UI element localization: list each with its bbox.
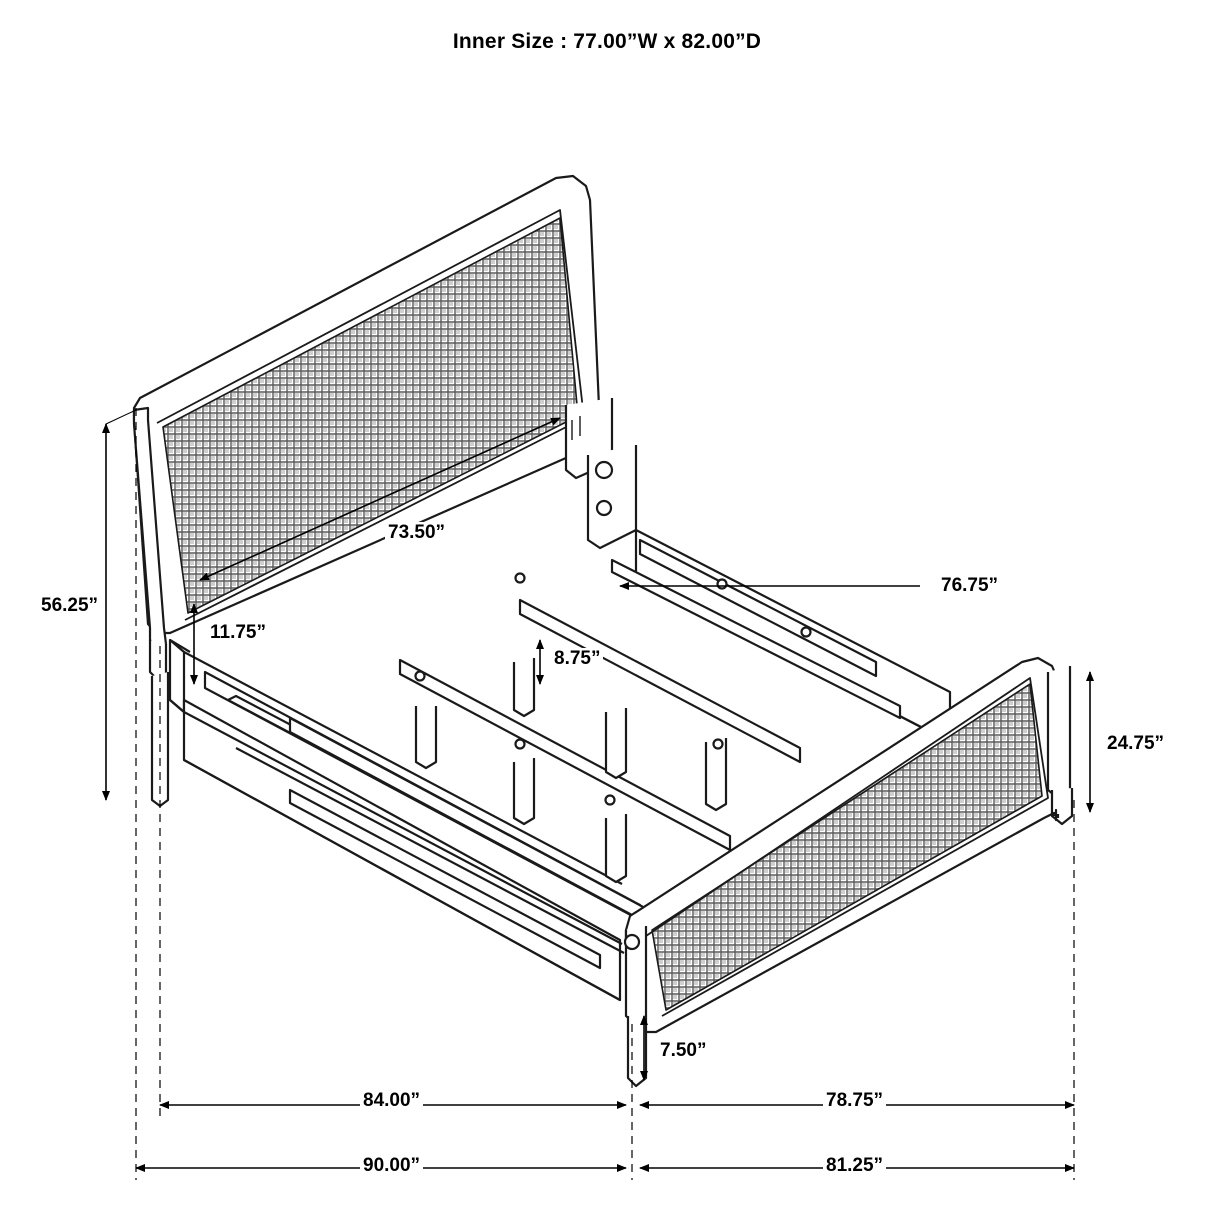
page-title: Inner Size : 77.00”W x 82.00”D — [452, 30, 762, 53]
dimension-label-side-length-upper: 84.00” — [360, 1090, 423, 1112]
dimension-label-side-length-lower: 90.00” — [360, 1155, 423, 1177]
dimension-label-inner-rail-width: 76.75” — [938, 575, 1001, 597]
dimension-label-depth-upper: 78.75” — [823, 1090, 886, 1112]
dimension-label-slat-to-rail: 11.75” — [207, 622, 269, 644]
dimension-label-depth-lower: 81.25” — [823, 1155, 886, 1177]
dimension-label-footboard-height: 24.75” — [1104, 733, 1167, 755]
dimension-label-slat-height: 8.75” — [551, 648, 603, 670]
dimension-label-headboard-height: 56.25” — [38, 595, 101, 617]
dimension-label-headboard-panel-width: 73.50” — [385, 522, 448, 544]
dimension-label-footboard-clearance: 7.50” — [657, 1040, 709, 1062]
